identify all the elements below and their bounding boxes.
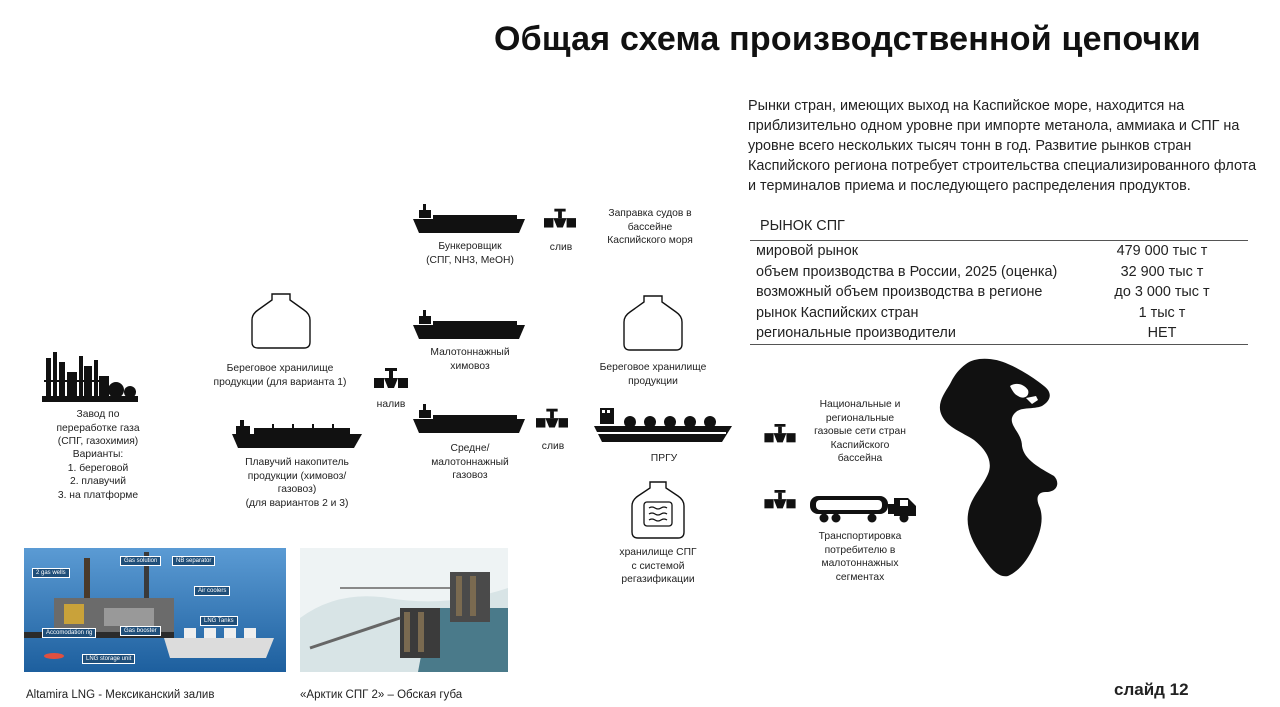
- table-row: [750, 323, 1248, 344]
- table-row: [750, 241, 1248, 262]
- bunker-ship-icon: [413, 204, 525, 236]
- valve-icon: [544, 208, 576, 232]
- drain-label: слив: [549, 242, 573, 253]
- gas-processing-plant-icon: [42, 350, 138, 402]
- row-label: объем производства в России, 2025 (оценка): [756, 263, 1058, 280]
- row-value: до 3 000 тыс т: [1114, 284, 1210, 301]
- chemical-tanker-icon: [413, 310, 525, 342]
- lng-market-table: [750, 218, 1248, 345]
- table-row: [750, 262, 1248, 283]
- row-label: мировой рынок: [756, 243, 859, 259]
- valve-icon: [374, 368, 408, 392]
- photo-tag: NB separator: [172, 556, 215, 566]
- left-photo-caption: Altamira LNG - Мексиканский залив: [26, 689, 215, 701]
- table-row: [750, 303, 1248, 324]
- row-value: 1 тыс т: [1138, 304, 1186, 321]
- bunker-ship-label: Бункеровщик (СПГ, NH3, MeOH): [426, 241, 514, 266]
- row-value: НЕТ: [1147, 325, 1177, 342]
- chem-tanker-label: Малотоннажный химовоз: [430, 347, 510, 372]
- row-label: региональные производители: [756, 325, 956, 342]
- arctic-lng-2-photo: [300, 548, 508, 672]
- gas-carrier-label: Средне/ малотоннажный газовоз: [431, 443, 509, 481]
- photo-tag: LNG storage unit: [82, 654, 135, 664]
- photo-tag: Gas booster: [120, 626, 161, 636]
- row-value: 479 000 тыс т: [1116, 243, 1208, 259]
- altamira-lng-photo: [24, 548, 286, 672]
- plant-variants-label: Варианты: 1. береговой 2. плавучий 3. на платформе: [57, 449, 139, 501]
- shore-storage-tank-icon: [622, 294, 684, 352]
- fsru-label: ПРГУ: [650, 453, 678, 464]
- lng-truck-icon: [810, 492, 918, 524]
- photo-tag: LNG Tanks: [200, 616, 238, 626]
- right-photo-caption: «Арктик СПГ 2» – Обская губа: [300, 689, 463, 701]
- caspian-sea-map-icon: [936, 356, 1066, 578]
- regas-storage-label: хранилище СПГ с системой регазификации: [619, 547, 697, 585]
- valve-icon: [764, 490, 796, 512]
- gas-carrier-icon: [413, 404, 525, 436]
- photo-tag: Accomodation rig: [42, 628, 96, 638]
- page-title: Общая схема производственной цепочки: [494, 20, 1201, 58]
- shore-storage-1-label: Береговое хранилище продукции (для варианта 1): [213, 363, 347, 388]
- table-header: РЫНОК СПГ: [750, 218, 1248, 241]
- fill-label: налив: [376, 399, 406, 410]
- table-row: [750, 282, 1248, 303]
- row-label: рынок Каспийских стран: [756, 304, 919, 321]
- intro-paragraph: Рынки стран, имеющих выход на Каспийское море, находится на приблизительно одном уровне при импорте метанола, аммиака и СПГ на уровне всего нескольких тысяч тонн в год. Развитие рынков стран Каспийского региона потребует строительства специализированного флота и терминалов приема и последующего распределения продуктов.: [748, 98, 1257, 194]
- shore-storage-2-label: Береговое хранилище продукции: [599, 362, 707, 387]
- drain-label: слив: [541, 441, 565, 452]
- refuel-label: Заправка судов в бассейне Каспийского моря: [607, 208, 693, 246]
- valve-icon: [536, 408, 568, 432]
- photo-tag: 2 gas wells: [32, 568, 70, 578]
- photo-tag: Air coolers: [194, 586, 230, 596]
- row-label: возможный объем производства в регионе: [756, 284, 1043, 301]
- floating-storage-ship-icon: [232, 418, 362, 452]
- valve-icon: [764, 424, 796, 446]
- table-bottom-rule: [750, 344, 1248, 345]
- regas-storage-tank-icon: [628, 480, 688, 540]
- floating-storage-label: Плавучий накопитель продукции (химовоз/ газовоз) (для вариантов 2 и 3): [245, 457, 349, 509]
- slide-number: слайд 12: [1114, 680, 1189, 699]
- plant-label: Завод по переработке газа (СПГ, газохимия): [56, 409, 140, 447]
- photo-tag: Gas solution: [120, 556, 161, 566]
- truck-transport-label: Транспортировка потребителю в малотоннажных сегментах: [818, 531, 902, 583]
- row-value: 32 900 тыс т: [1120, 263, 1204, 280]
- national-grids-label: Национальные и региональные газовые сети стран Каспийского бассейна: [814, 399, 906, 464]
- fsru-ship-icon: [594, 408, 732, 446]
- shore-storage-tank-icon: [250, 292, 312, 350]
